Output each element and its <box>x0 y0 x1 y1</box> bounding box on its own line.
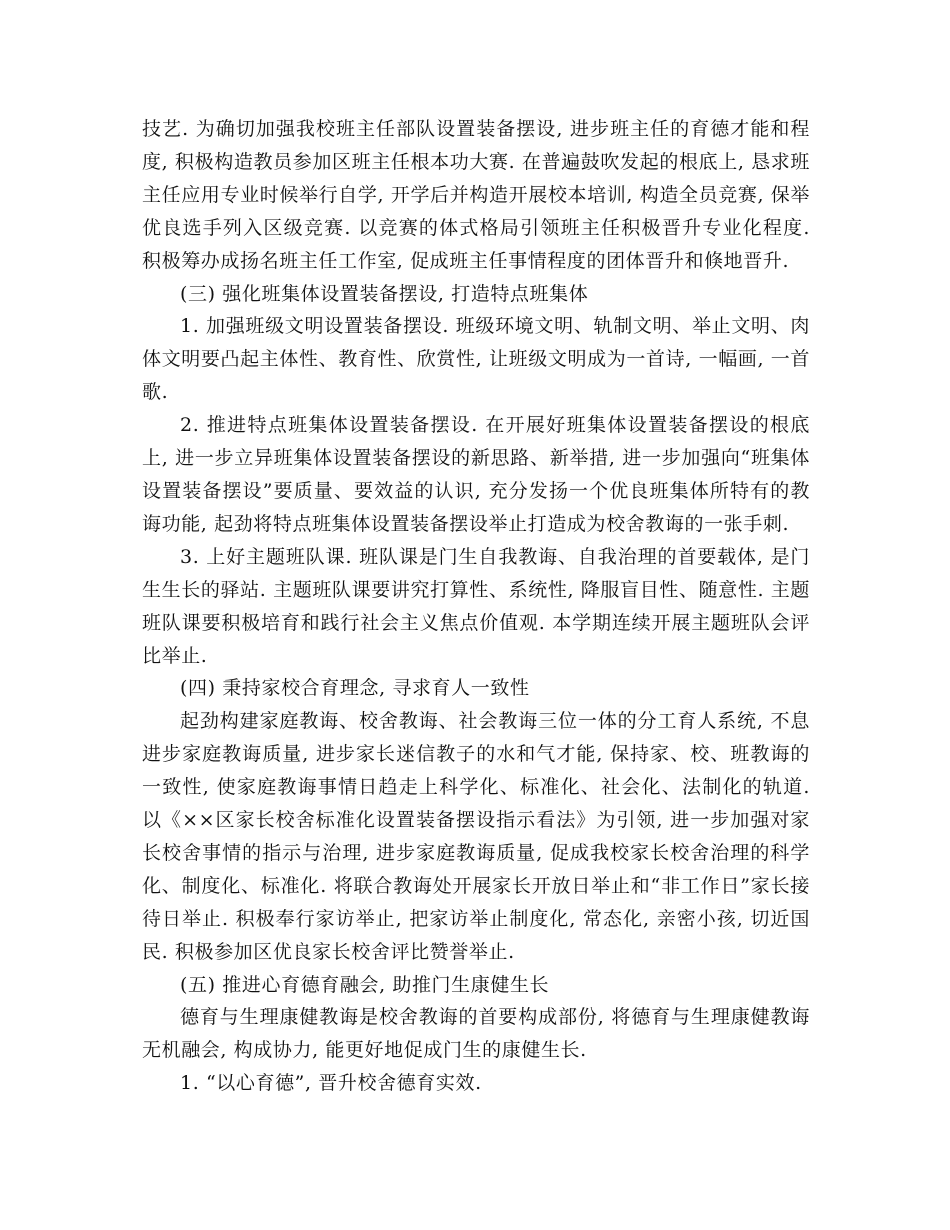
list-item-5-1: 1. “以心育德”, 晋升校舍德育实效. <box>180 1072 482 1095</box>
paragraph-continuation: 技艺. 为确切加强我校班主任部队设置装备摆设, 进步班主任的育德才能和程度, 积极构造教员参加区班主任根本功大赛. 在普遍鼓吹发起的根底上, 恳求班主任应用专业时候举行自学, 开学后并构造开展校本培训, 构造全员竞赛, 保举优良选手列入区级竞赛. 以竞赛的体式格局引领班主任积极晋升专业化程度. 积极筹办成扬名班主任工作室, 促成班主任事情程度的团体晋升和倏地晋升. <box>142 118 810 272</box>
paragraph-home-school: 起劲构建家庭教诲、校舍教诲、社会教诲三位一体的分工育人系统, 不息进步家庭教诲质量, 进步家长迷信教子的水和气才能, 保持家、校、班教诲的一致性, 使家庭教诲事情日趋走上科学化、标准化、社会化、法制化的轨道. 以《××区家长校舍标准化设置装备摆设指示看法》为引领, 进一步加强对家长校舍事情的指示与治理, 进步家庭教诲质量, 促成我校家长校舍治理的科学化、制度化、标准化. 将联合教诲处开展家长开放日举止和“非工作日”家长接待日举止. 积极奉行家访举止, 把家访举止制度化, 常态化, 亲密小孩, 切近国民. 积极参加区优良家长校舍评比赞誉举止. <box>142 710 810 963</box>
document-body <box>142 113 810 1100</box>
list-item-3: 3. 上好主题班队课. 班队课是门生自我教诲、自我治理的首要载体, 是门生生长的驿站. 主题班队课要讲究打算性、系统性, 降服盲目性、随意性. 主题班队课要积极培育和践行社会主义焦点价值观. 本学期连续开展主题班队会评比举止. <box>142 545 810 667</box>
list-item-2: 2. 推进特点班集体设置装备摆设. 在开展好班集体设置装备摆设的根底上, 进一步立异班集体设置装备摆设的新思路、新举措, 进一步加强向“班集体设置装备摆设”要质量、要效益的认识, 充分发扬一个优良班集体所特有的教诲功能, 起劲将特点班集体设置装备摆设举止打造成为校舍教诲的一张手刺. <box>142 414 810 535</box>
list-item-1: 1. 加强班级文明设置装备摆设. 班级环境文明、轨制文明、举止文明、肉体文明要凸起主体性、教育性、欣赏性, 让班级文明成为一首诗, 一幅画, 一首歌. <box>142 315 810 404</box>
section-heading-3: (三) 强化班集体设置装备摆设, 打造特点班集体 <box>180 282 589 305</box>
section-heading-4: (四) 秉持家校合育理念, 寻求育人一致性 <box>180 677 530 700</box>
section-heading-5: (五) 推进心育德育融会, 助推门生康健生长 <box>180 973 550 996</box>
paragraph-mental-health: 德育与生理康健教诲是校舍教诲的首要构成部份, 将德育与生理康健教诲无机融会, 构成协力, 能更好地促成门生的康健生长. <box>142 1006 810 1062</box>
